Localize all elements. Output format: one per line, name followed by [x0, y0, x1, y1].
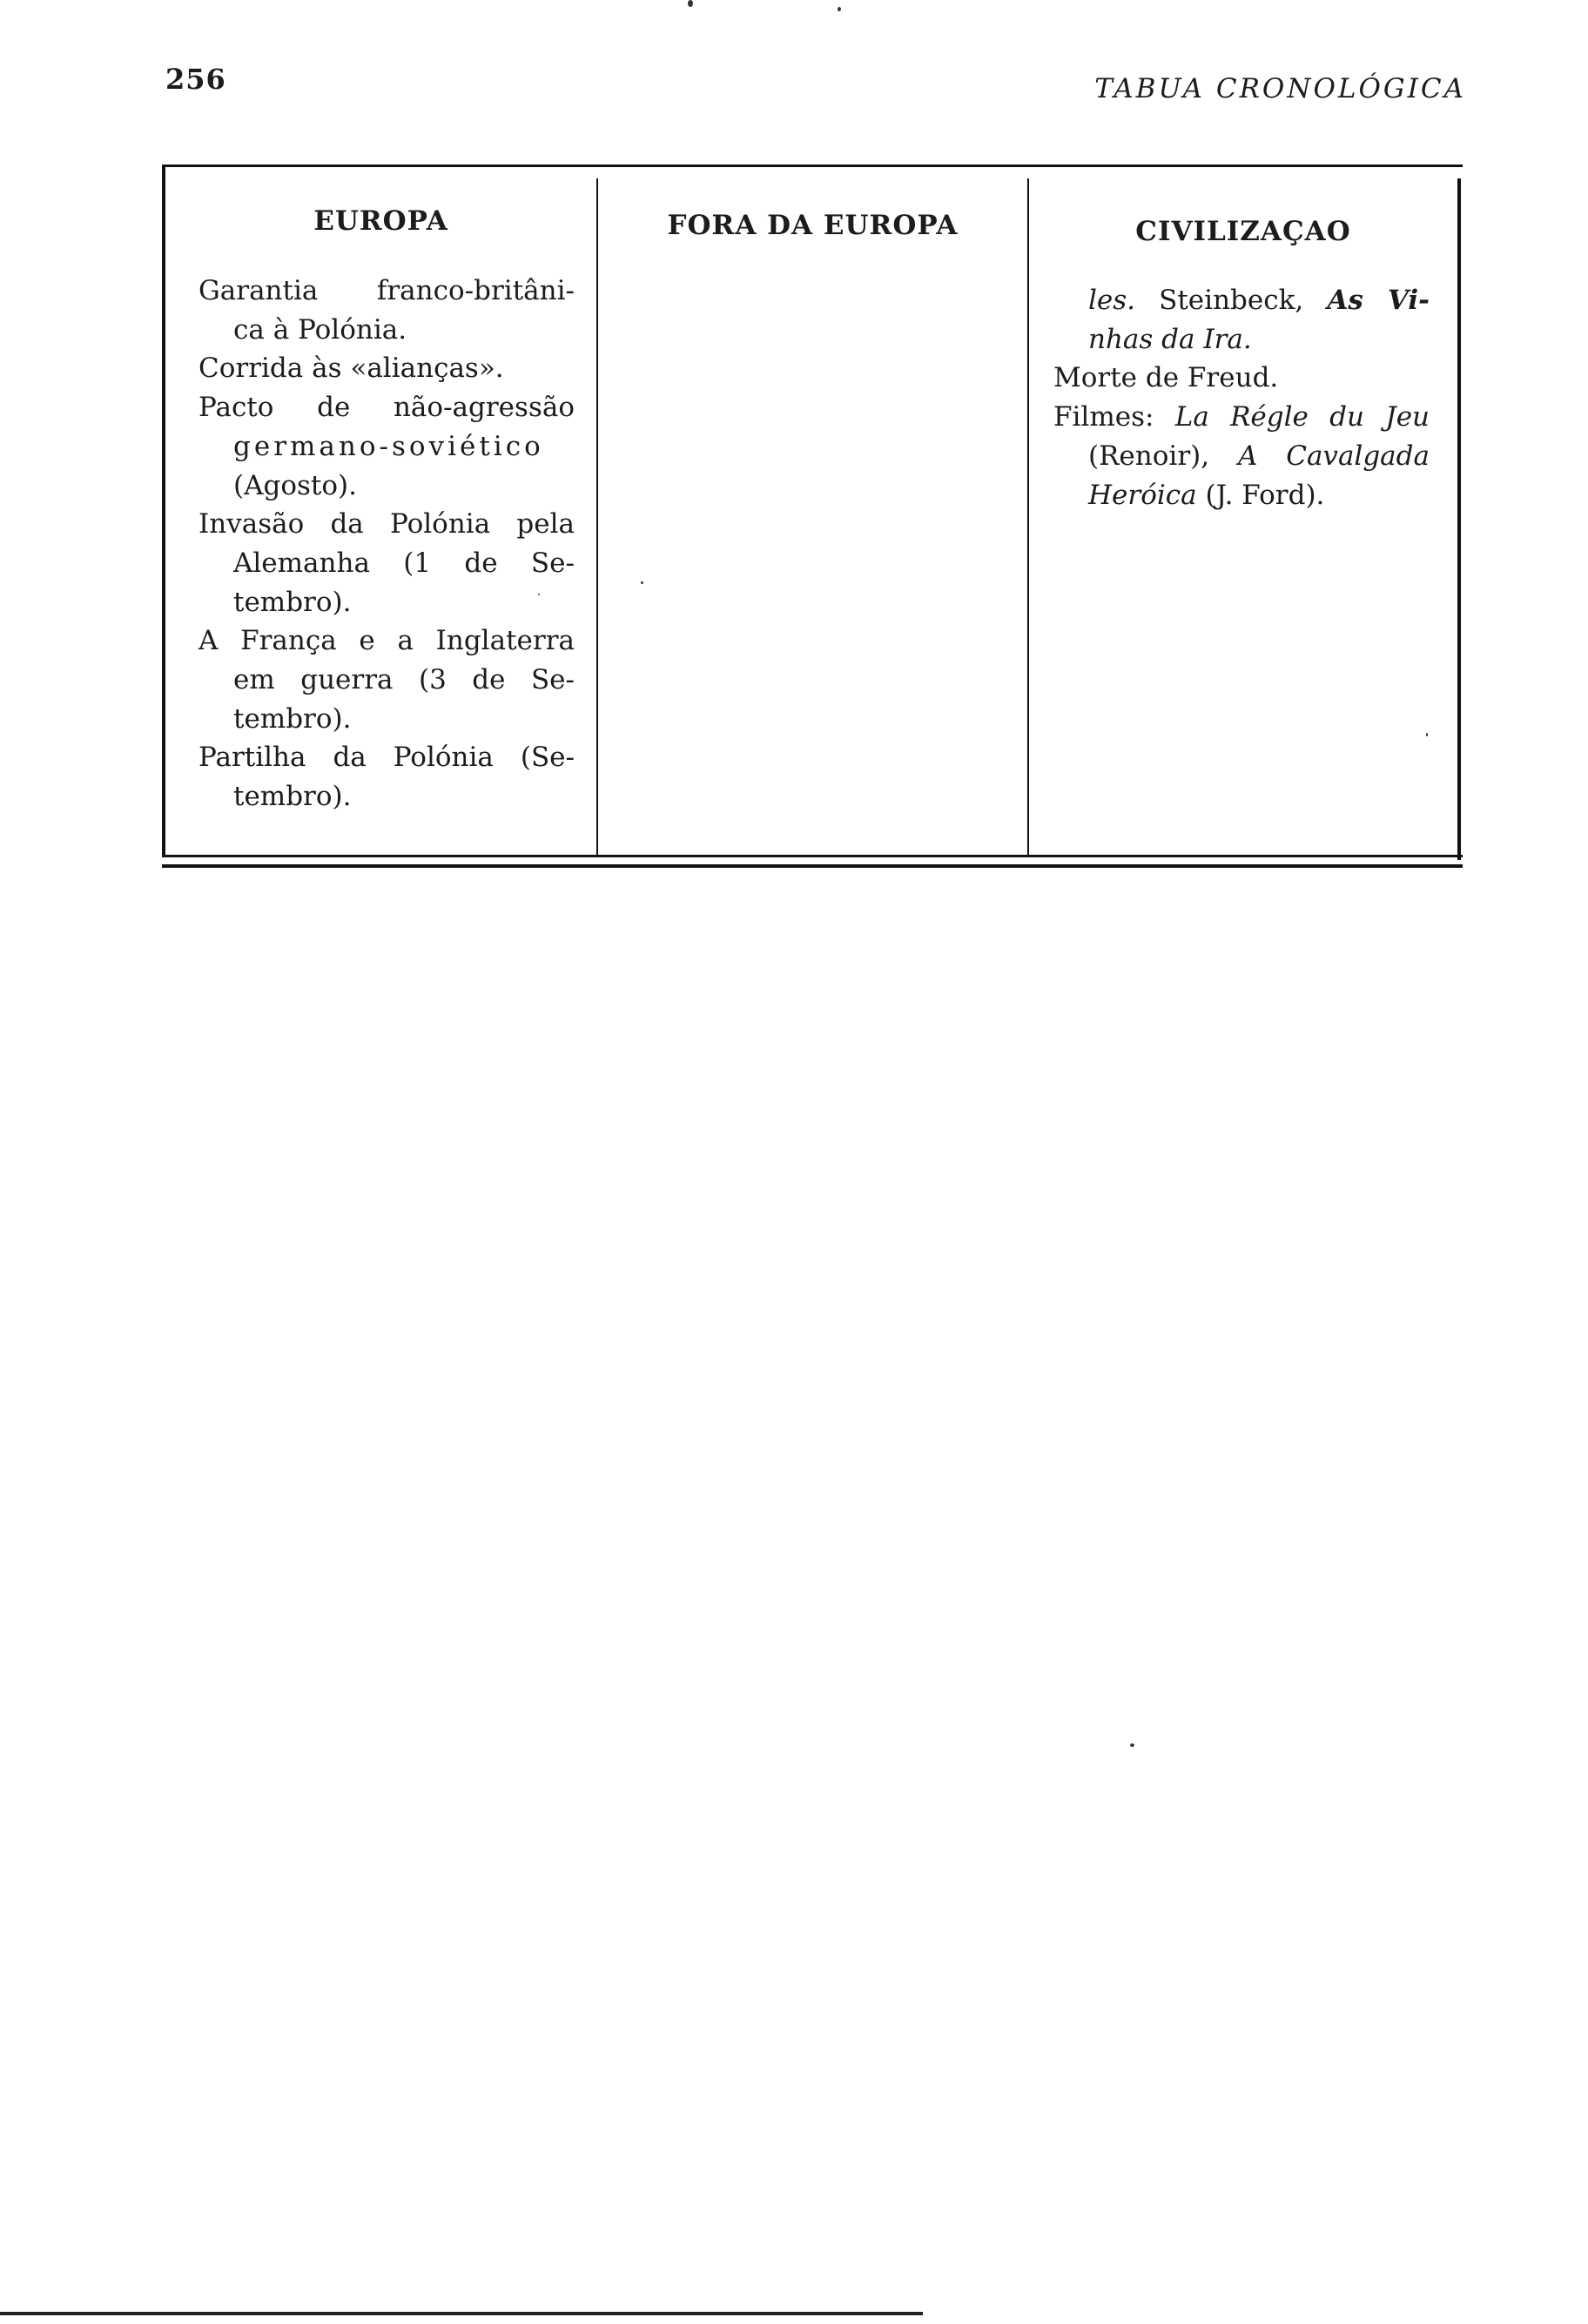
list-item	[1053, 281, 1430, 359]
entry-line: tembro).	[233, 781, 352, 813]
entry-line: Morte de Freud.	[1053, 362, 1279, 394]
entry-line: Partilha da Polónia (Se-	[198, 742, 575, 774]
entry-line: em guerra (3 de Se-	[233, 664, 575, 696]
scan-speck	[641, 581, 643, 584]
page-number: 256	[165, 63, 226, 96]
entry-fragment: A Cavalgada	[1237, 440, 1430, 472]
entry-line	[1053, 476, 1430, 515]
entry-line	[1053, 320, 1430, 359]
list-item	[198, 388, 575, 505]
entry-fragment: les.	[1088, 285, 1136, 316]
entry-line: ca à Polónia.	[233, 313, 407, 346]
entry-line: germano-soviético	[233, 430, 544, 462]
running-title: TABUA CRONOLÓGICA	[1094, 73, 1466, 104]
civilizacao-column-entries	[1053, 281, 1430, 514]
column-divider	[596, 178, 598, 856]
column-header-europa: EUROPA	[313, 205, 448, 237]
list-item	[1053, 398, 1430, 514]
entry-line: tembro).	[233, 702, 352, 735]
list-item	[198, 738, 575, 816]
scan-speck	[1130, 1743, 1134, 1747]
entry-line	[1053, 437, 1430, 476]
entry-line: (Agosto).	[233, 469, 357, 501]
entry-line: A França e a Inglaterra	[198, 625, 575, 657]
entry-fragment: La Régle du Jeu	[1174, 401, 1430, 433]
column-divider	[1027, 178, 1029, 856]
entry-line: Invasão da Polónia pela	[198, 508, 575, 541]
scan-speck	[838, 7, 841, 11]
scan-speck	[538, 594, 540, 595]
entry-line: Corrida às «alianças».	[198, 353, 504, 385]
scan-speck	[1426, 733, 1428, 736]
table-right-rule	[1457, 178, 1461, 860]
entry-line: Alemanha (1 de Se-	[233, 547, 575, 579]
entry-fragment: (Renoir),	[1088, 440, 1238, 472]
entry-fragment: Heróica	[1088, 479, 1197, 511]
entry-fragment: Filmes:	[1053, 401, 1175, 433]
entry-line: Garantia franco-britâni-	[198, 275, 575, 306]
entry-line	[1053, 398, 1430, 437]
table-bottom-rule	[162, 864, 1463, 868]
entry-line: Pacto de não-agressão	[198, 392, 575, 424]
column-header-fora-da-europa: FORA DA EUROPA	[667, 210, 959, 241]
scan-speck	[688, 0, 693, 7]
list-item	[198, 349, 575, 388]
list-item	[1053, 359, 1430, 398]
table-left-rule	[162, 165, 165, 857]
entry-line: tembro).	[233, 586, 352, 618]
list-item	[198, 621, 575, 738]
entry-line	[1053, 281, 1430, 320]
entry-fragment: nhas da Ira.	[1088, 323, 1252, 355]
list-item	[198, 272, 575, 349]
scan-edge-rule	[0, 2312, 923, 2315]
table-top-rule	[162, 165, 1463, 167]
table-bottom-rule	[162, 855, 1463, 857]
europa-column-entries	[198, 272, 575, 816]
entry-fragment: (J. Ford).	[1196, 479, 1325, 511]
column-header-civilizacao: CIVILIZAÇAO	[1135, 216, 1351, 247]
entry-fragment: As Vi-	[1327, 285, 1430, 316]
list-item	[198, 505, 575, 621]
entry-fragment: Steinbeck,	[1135, 285, 1328, 316]
